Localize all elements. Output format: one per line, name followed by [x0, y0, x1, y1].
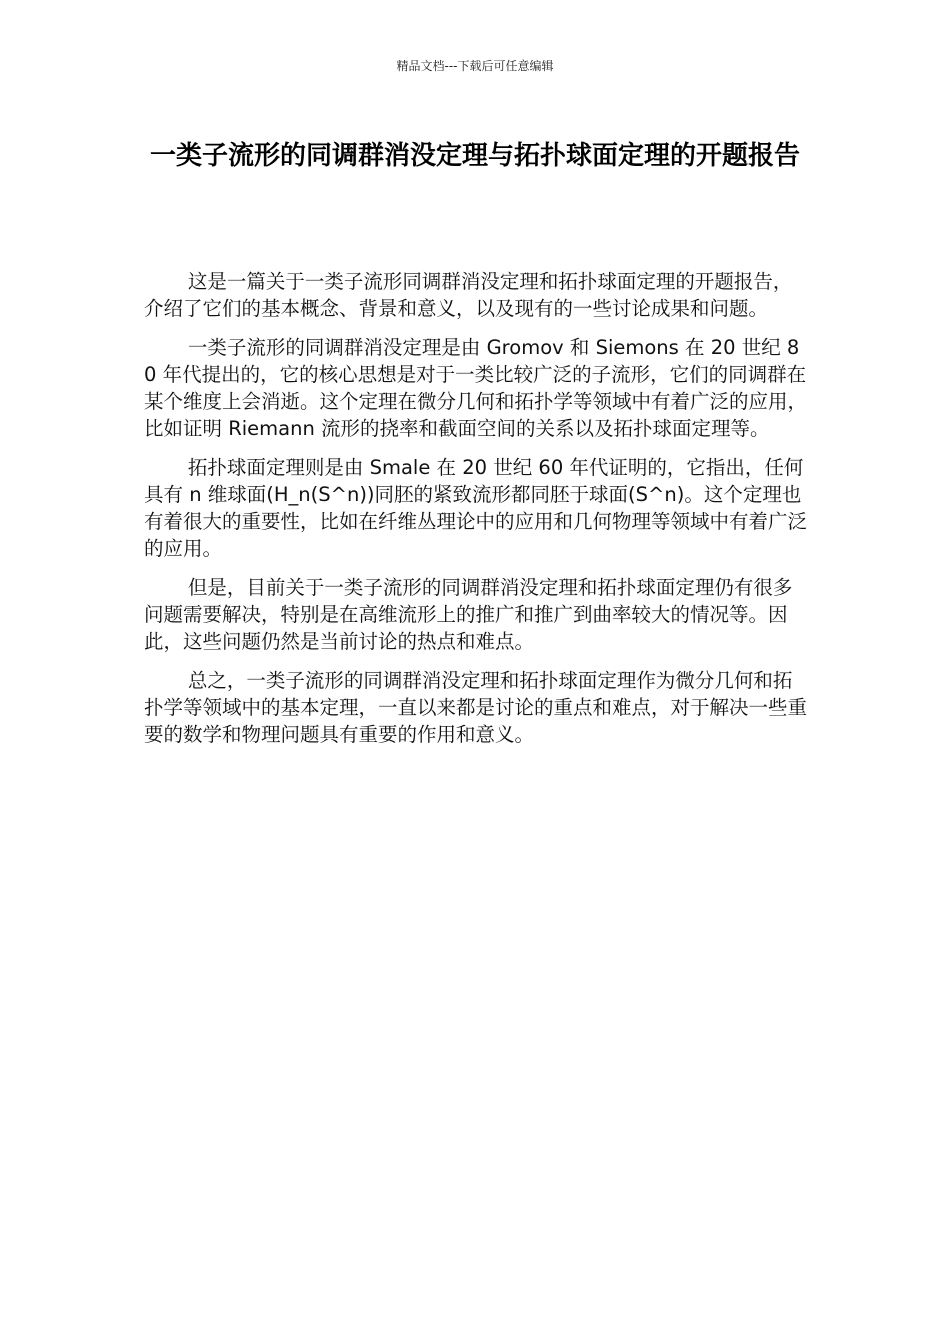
document-body: [144, 268, 808, 760]
document-title: 一类子流形的同调群消没定理与拓扑球面定理的开题报告: [149, 141, 800, 171]
paragraph-conclusion: 总之，一类子流形的同调群消没定理和拓扑球面定理作为微分几何和拓扑学等领域中的基本定理，一直以来都是讨论的重点和难点，对于解决一些重要的数学和物理问题具有重要的作用和意义。: [144, 669, 808, 746]
paragraph-sphere-theorem: 拓扑球面定理则是由 Smale 在 20 世纪 60 年代证明的，它指出，任何具有 n 维球面(H_n(S^n))同胚的紧致流形都同胚于球面(S^n)。这个定理也有着很大的重要性，比如在纤维丛理论中的应用和几何物理等领域中有着广泛的应用。: [144, 456, 808, 560]
paragraph-open-problems: 但是，目前关于一类子流形的同调群消没定理和拓扑球面定理仍有很多问题需要解决，特别是在高维流形上的推广和推广到曲率较大的情况等。因此，这些问题仍然是当前讨论的热点和难点。: [144, 576, 793, 653]
paragraph-vanishing-theorem: 一类子流形的同调群消没定理是由 Gromov 和 Siemons 在 20 世纪 80 年代提出的，它的核心思想是对于一类比较广泛的子流形，它们的同调群在某个维度上会消逝。这个定理在微分几何和拓扑学等领域中有着广泛的应用，比如证明 Riemann 流形的挠率和截面空间的关系以及拓扑球面定理等。: [144, 336, 808, 440]
header-note: 精品文档---下载后可任意编辑: [396, 59, 554, 73]
paragraph-intro: 这是一篇关于一类子流形同调群消没定理和拓扑球面定理的开题报告，介绍了它们的基本概念、背景和意义，以及现有的一些讨论成果和问题。: [144, 270, 793, 320]
